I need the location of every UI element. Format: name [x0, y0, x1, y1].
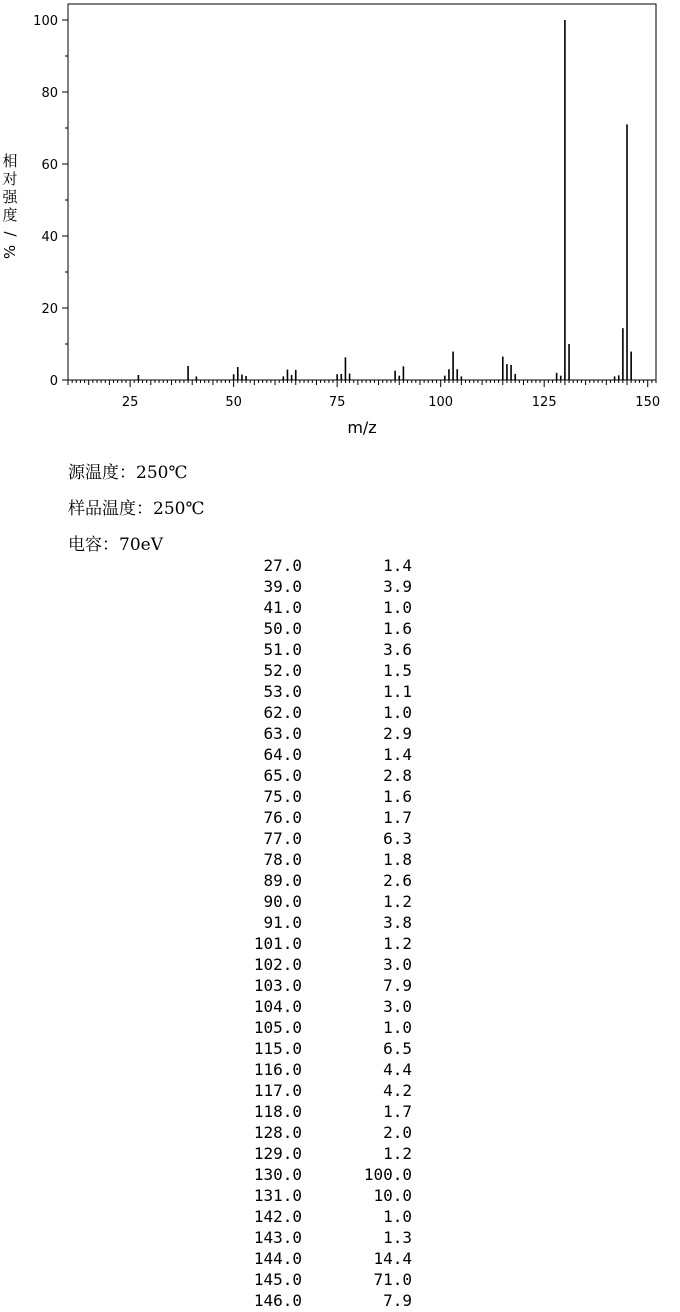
peak-mz-value: 129.0 — [253, 1144, 302, 1163]
peak-table-row — [0, 556, 680, 577]
y-tick-label: 80 — [41, 86, 58, 101]
peak-table-row — [0, 1018, 680, 1039]
peak-intensity-value: 1.4 — [383, 745, 412, 764]
y-axis-label-char: 对 — [2, 170, 18, 188]
plot-frame — [68, 4, 656, 380]
peak-mz-value: 144.0 — [253, 1249, 302, 1268]
peak-intensity-value: 1.3 — [383, 1228, 412, 1247]
peak-intensity-value: 1.6 — [383, 619, 412, 638]
peak-intensity-value: 100.0 — [363, 1165, 412, 1184]
sample-temperature: 样品温度：250℃ — [68, 499, 205, 519]
peak-mz-value: 65.0 — [263, 766, 302, 785]
peak-mz-value: 105.0 — [253, 1018, 302, 1037]
peak-mz-value: 63.0 — [263, 724, 302, 743]
peak-table-row — [0, 619, 680, 640]
peak-table-row — [0, 829, 680, 850]
peak-table-row — [0, 598, 680, 619]
peak-intensity-value: 2.0 — [383, 1123, 412, 1142]
peak-table-row — [0, 577, 680, 598]
peak-table-row — [0, 955, 680, 976]
peak-intensity-value: 10.0 — [373, 1186, 412, 1205]
peak-table-row — [0, 661, 680, 682]
peak-mz-value: 103.0 — [253, 976, 302, 995]
peak-table-row — [0, 934, 680, 955]
mass-spectrum-chart — [0, 0, 680, 445]
y-axis-label-char: 度 — [2, 206, 18, 224]
peak-intensity-value: 1.2 — [383, 934, 412, 953]
peak-intensity-value: 1.6 — [383, 787, 412, 806]
peak-intensity-value: 7.9 — [383, 976, 412, 995]
peak-mz-value: 102.0 — [253, 955, 302, 974]
peak-mz-value: 76.0 — [263, 808, 302, 827]
peak-mz-value: 64.0 — [263, 745, 302, 764]
peak-table-row — [0, 1186, 680, 1207]
peak-table-row — [0, 682, 680, 703]
peak-table-row — [0, 1228, 680, 1249]
peak-mz-value: 27.0 — [263, 556, 302, 575]
peak-mz-value: 50.0 — [263, 619, 302, 638]
peak-table-row — [0, 1060, 680, 1081]
peak-mz-value: 75.0 — [263, 787, 302, 806]
peak-table-row — [0, 808, 680, 829]
peak-intensity-value: 1.4 — [383, 556, 412, 575]
peak-mz-value: 104.0 — [253, 997, 302, 1016]
peak-intensity-value: 1.2 — [383, 892, 412, 911]
x-tick-label: 100 — [428, 395, 454, 410]
x-minor-ticks — [68, 380, 656, 387]
peak-intensity-value: 1.0 — [383, 703, 412, 722]
peak-table-row — [0, 1291, 680, 1312]
peak-mz-value: 117.0 — [253, 1081, 302, 1100]
peak-mz-value: 39.0 — [263, 577, 302, 596]
y-tick-label: 20 — [41, 302, 58, 317]
y-axis-ticks — [33, 14, 68, 389]
peak-mz-value: 116.0 — [253, 1060, 302, 1079]
peak-intensity-value: 6.5 — [383, 1039, 412, 1058]
peak-intensity-value: 1.5 — [383, 661, 412, 680]
peak-table-row — [0, 1039, 680, 1060]
x-tick-label: 150 — [635, 395, 661, 410]
peak-intensity-value: 2.9 — [383, 724, 412, 743]
peak-intensity-value: 1.0 — [383, 1018, 412, 1037]
y-tick-label: 0 — [49, 374, 58, 389]
peak-table-row — [0, 1081, 680, 1102]
peak-mz-value: 130.0 — [253, 1165, 302, 1184]
y-tick-label: 100 — [33, 14, 58, 29]
peak-table-row — [0, 724, 680, 745]
peak-table-row — [0, 871, 680, 892]
peak-intensity-value: 1.2 — [383, 1144, 412, 1163]
peak-mz-value: 145.0 — [253, 1270, 302, 1289]
peak-table-row — [0, 703, 680, 724]
peak-table-row — [0, 1207, 680, 1228]
x-tick-label: 75 — [328, 395, 346, 410]
peak-mz-value: 118.0 — [253, 1102, 302, 1121]
peak-mz-value: 91.0 — [263, 913, 302, 932]
electron-energy: 电容：70eV — [68, 535, 163, 555]
spectrum-bars — [138, 20, 631, 380]
peak-mz-value: 53.0 — [263, 682, 302, 701]
x-tick-label: 125 — [531, 395, 557, 410]
peak-intensity-value: 3.8 — [383, 913, 412, 932]
peak-mz-value: 90.0 — [263, 892, 302, 911]
peak-intensity-value: 1.7 — [383, 1102, 412, 1121]
peak-mz-value: 52.0 — [263, 661, 302, 680]
x-axis-ticks — [122, 395, 660, 410]
peak-mz-value: 146.0 — [253, 1291, 302, 1310]
peak-table-row — [0, 640, 680, 661]
peak-intensity-value: 1.8 — [383, 850, 412, 869]
peak-table-row — [0, 997, 680, 1018]
peak-intensity-value: 3.6 — [383, 640, 412, 659]
peak-table-row — [0, 1165, 680, 1186]
peak-intensity-value: 7.9 — [383, 1291, 412, 1310]
peak-mz-value: 101.0 — [253, 934, 302, 953]
peak-mz-value: 115.0 — [253, 1039, 302, 1058]
peak-mz-value: 77.0 — [263, 829, 302, 848]
peak-mz-value: 62.0 — [263, 703, 302, 722]
peak-intensity-value: 1.1 — [383, 682, 412, 701]
y-axis-label-char: % — [1, 244, 19, 260]
peak-mz-value: 142.0 — [253, 1207, 302, 1226]
peak-intensity-value: 71.0 — [373, 1270, 412, 1289]
peak-table-row — [0, 892, 680, 913]
peak-table-row — [0, 1270, 680, 1291]
x-tick-label: 25 — [121, 395, 139, 410]
peak-intensity-value: 2.8 — [383, 766, 412, 785]
peak-table-row — [0, 1123, 680, 1144]
peak-mz-value: 143.0 — [253, 1228, 302, 1247]
peak-intensity-value: 1.7 — [383, 808, 412, 827]
y-axis-label-char: 相 — [2, 152, 18, 170]
peak-intensity-value: 3.9 — [383, 577, 412, 596]
peak-table-row — [0, 1102, 680, 1123]
peak-table-row — [0, 976, 680, 997]
peak-table-row — [0, 913, 680, 934]
peak-mz-value: 41.0 — [263, 598, 302, 617]
peak-mz-value: 131.0 — [253, 1186, 302, 1205]
peak-intensity-value: 6.3 — [383, 829, 412, 848]
peak-intensity-value: 4.4 — [383, 1060, 412, 1079]
peak-intensity-value: 2.6 — [383, 871, 412, 890]
y-axis-label — [1, 152, 19, 259]
source-temperature: 源温度：250℃ — [68, 463, 188, 483]
peak-table-row — [0, 745, 680, 766]
peak-mz-value: 78.0 — [263, 850, 302, 869]
peak-intensity-value: 1.0 — [383, 598, 412, 617]
peak-mz-value: 128.0 — [253, 1123, 302, 1142]
peak-table-row — [0, 787, 680, 808]
peak-intensity-value: 14.4 — [373, 1249, 412, 1268]
peak-intensity-value: 3.0 — [383, 955, 412, 974]
peak-table-row — [0, 1144, 680, 1165]
peak-mz-value: 89.0 — [263, 871, 302, 890]
peak-intensity-value: 3.0 — [383, 997, 412, 1016]
y-tick-label: 40 — [41, 230, 58, 245]
peak-mz-value: 51.0 — [263, 640, 302, 659]
peak-intensity-value: 4.2 — [383, 1081, 412, 1100]
peak-intensity-value: 1.0 — [383, 1207, 412, 1226]
y-tick-label: 60 — [41, 158, 58, 173]
peak-table-row — [0, 1249, 680, 1270]
x-axis-label: m/z — [347, 418, 377, 437]
x-tick-label: 50 — [225, 395, 242, 410]
y-axis-label-char: / — [1, 231, 19, 237]
peak-table-row — [0, 766, 680, 787]
y-axis-label-char: 强 — [2, 188, 18, 206]
peak-table-row — [0, 850, 680, 871]
